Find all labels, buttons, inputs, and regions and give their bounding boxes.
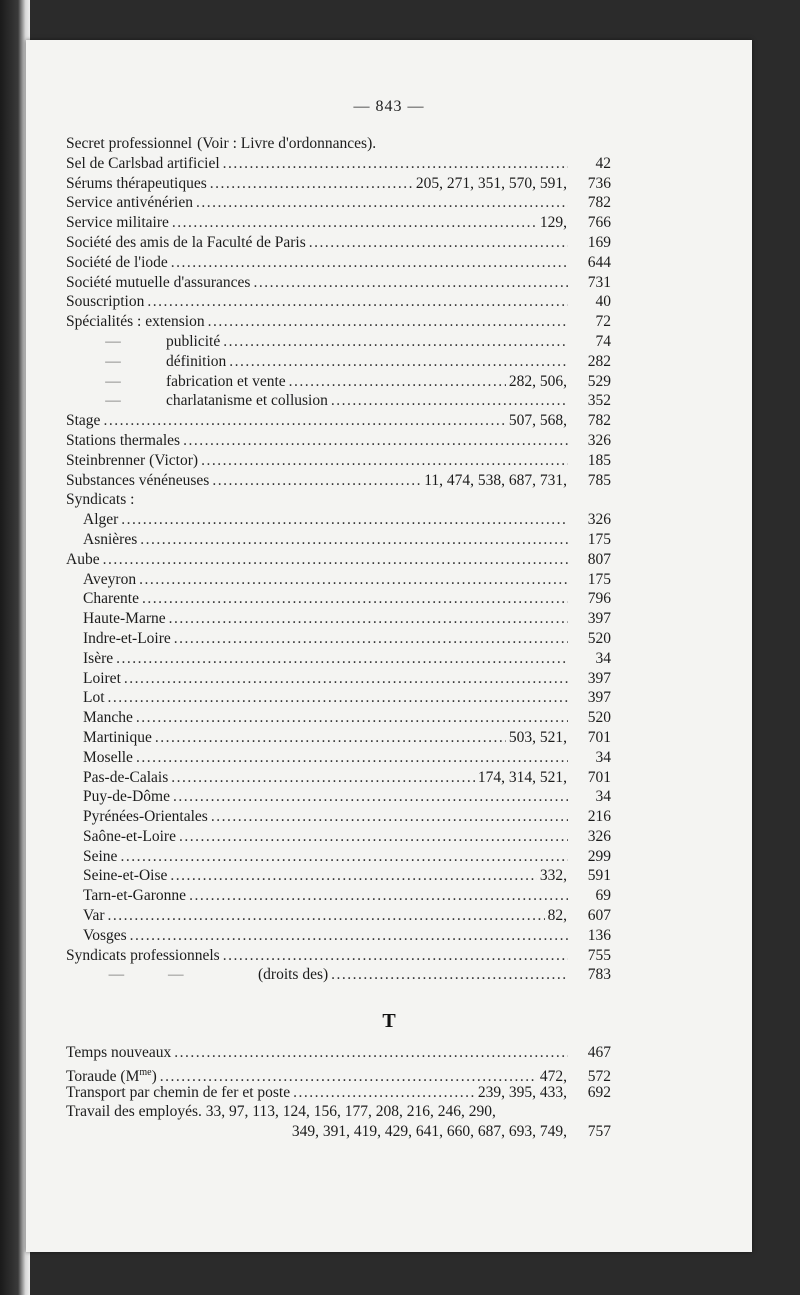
entry-label: publicité	[166, 332, 221, 350]
index-entry	[66, 273, 611, 293]
leader-dots	[189, 886, 568, 906]
entry-label: Temps nouveaux	[66, 1044, 172, 1061]
leader-dots	[116, 649, 568, 669]
page-ref-last: 785	[587, 471, 611, 489]
section-letter: T	[382, 1010, 396, 1032]
entry-label: Société mutuelle d'assurances	[66, 273, 251, 291]
page-ref-last: 74	[595, 332, 611, 350]
index-entry	[66, 451, 611, 471]
entry-label: charlatanisme et collusion	[166, 392, 328, 410]
leader-dots	[130, 926, 568, 946]
index-entry	[66, 1083, 611, 1103]
page-ref-last: 701	[587, 728, 611, 746]
page-ref-last: 42	[595, 154, 611, 172]
entry-label: Service antivénérien	[66, 194, 193, 212]
ditto-dash: —	[105, 392, 121, 410]
leader-dots	[212, 471, 421, 491]
page-ref-last: 692	[587, 1083, 611, 1101]
page-ref-last: 796	[587, 590, 611, 608]
ditto-dash: —	[105, 372, 121, 390]
index-entry	[66, 669, 611, 689]
index-entry	[66, 688, 611, 708]
entry-label: Isère	[83, 649, 114, 667]
index-entry	[66, 589, 611, 609]
leader-dots	[196, 193, 568, 213]
index-entry	[66, 768, 611, 788]
index-entry	[66, 946, 611, 966]
ditto-dashes: — —	[108, 966, 184, 984]
index-entry	[66, 847, 611, 867]
page-ref-last: 644	[587, 253, 611, 271]
entry-label: Secret professionnel	[66, 135, 193, 152]
entry-label: Martinique	[83, 728, 152, 746]
entry-label: Stations thermales	[66, 431, 181, 449]
page-refs: 503, 521,	[508, 728, 567, 746]
leader-dots	[223, 946, 568, 966]
entry-label: Sel de Carlsbad artificiel	[66, 154, 220, 172]
page-ref-last: 701	[587, 768, 611, 786]
entry-label: Manche	[83, 709, 133, 727]
leader-dots	[179, 827, 568, 847]
page-refs: 11, 474, 538, 687, 731,	[424, 471, 567, 489]
page-ref-last: 397	[587, 669, 611, 687]
page-ref-last: 326	[587, 431, 611, 449]
leader-dots	[124, 669, 568, 689]
entry-label: Seine	[83, 847, 118, 865]
entry-label: fabrication et vente	[166, 372, 286, 390]
index-page	[26, 40, 752, 1252]
ditto-dash: —	[105, 332, 121, 350]
index-entry	[66, 1063, 611, 1083]
index-entry	[66, 471, 611, 491]
leader-dots	[331, 391, 568, 411]
page-ref-last: 736	[587, 174, 611, 192]
index-entry	[66, 510, 611, 530]
index-entry	[66, 570, 611, 590]
leader-dots	[309, 233, 568, 253]
entry-label: (droits des)	[258, 966, 329, 984]
leader-dots	[211, 807, 568, 827]
index-entry	[66, 332, 611, 352]
index-entry	[66, 431, 611, 451]
page-ref-last: 731	[587, 273, 611, 291]
leader-dots	[201, 451, 568, 471]
entry-label: Sérums thérapeutiques	[66, 174, 207, 192]
page-refs: 472,	[539, 1067, 567, 1085]
index-entry	[66, 550, 611, 570]
entry-label: Loiret	[83, 669, 121, 687]
page-ref-last: 34	[595, 748, 611, 766]
entry-label: Tarn-et-Garonne	[83, 887, 187, 905]
entry-label: Souscription	[66, 293, 145, 311]
index-entry	[66, 193, 611, 213]
index-entry	[66, 748, 611, 768]
index-entry	[66, 233, 611, 253]
page-ref-last: 607	[587, 907, 611, 925]
page-ref-last: 520	[587, 709, 611, 727]
page-ref-last: 529	[587, 372, 611, 390]
entry-label: Lot	[83, 689, 105, 707]
index-entry	[66, 609, 611, 629]
index-entry	[66, 490, 611, 510]
page-ref-last: 136	[587, 926, 611, 944]
leader-dots	[289, 372, 506, 392]
index-entry	[66, 906, 611, 926]
leader-dots	[103, 550, 568, 570]
entry-label: Haute-Marne	[83, 610, 166, 628]
leader-dots	[139, 570, 568, 590]
entry-label: Asnières	[83, 530, 138, 548]
leader-dots	[140, 530, 568, 550]
index-entry	[66, 866, 611, 886]
index-entry	[66, 926, 611, 946]
page-ref-last: 467	[587, 1044, 611, 1061]
index-entries-top	[66, 134, 611, 985]
page-ref-last: 185	[587, 451, 611, 469]
page-ref-last: 591	[587, 867, 611, 885]
page-ref-last: 40	[595, 293, 611, 311]
entry-label: Vosges	[83, 926, 127, 944]
page-number: — 843 —	[353, 98, 425, 115]
page-ref-last: 397	[587, 610, 611, 628]
page-ref-last: 326	[587, 511, 611, 529]
leader-dots	[229, 352, 568, 372]
leader-dots	[223, 154, 568, 174]
index-entry	[66, 411, 611, 431]
entry-label: Syndicats professionnels	[66, 946, 220, 964]
index-entry	[66, 1043, 611, 1063]
page-ref-last: 782	[587, 412, 611, 430]
index-entries-bottom	[66, 1043, 611, 1142]
entry-label: Travail des employés. 33, 97, 113, 124, 156, 177, 208, 216, 246, 290,	[66, 1103, 496, 1121]
leader-dots	[136, 708, 568, 728]
index-entry	[66, 312, 611, 332]
entry-label: Société de l'iode	[66, 253, 168, 271]
leader-dots	[171, 253, 568, 273]
leader-dots	[208, 312, 568, 332]
page-refs: 129,	[539, 214, 567, 232]
entry-label: Pyrénées-Orientales	[83, 808, 208, 826]
page-refs: 239, 395, 433,	[477, 1083, 567, 1101]
index-entry	[66, 629, 611, 649]
leader-dots	[223, 332, 568, 352]
leader-dots	[142, 589, 568, 609]
page-ref-last: 572	[587, 1067, 611, 1085]
entry-label: Seine-et-Oise	[83, 867, 168, 885]
leader-dots	[331, 965, 568, 985]
page-refs: 174, 314, 521,	[477, 768, 567, 786]
index-entry	[66, 787, 611, 807]
index-entry	[66, 213, 611, 233]
leader-dots	[136, 748, 568, 768]
page-ref-last: 72	[595, 313, 611, 331]
leader-dots	[172, 213, 537, 233]
index-entry	[66, 807, 611, 827]
index-entry	[66, 649, 611, 669]
entry-label: Syndicats :	[66, 491, 135, 509]
index-entry	[66, 1102, 611, 1122]
page-ref-last: 782	[587, 194, 611, 212]
page-ref-last: 175	[587, 570, 611, 588]
page-ref-last: 757	[587, 1123, 611, 1141]
ditto-dash: —	[105, 352, 121, 370]
index-entry	[66, 391, 611, 411]
entry-label: Aube	[66, 550, 100, 568]
leader-dots	[293, 1083, 475, 1103]
page-ref-last: 326	[587, 827, 611, 845]
entry-label: Pas-de-Calais	[83, 768, 169, 786]
entry-label: Alger	[83, 511, 119, 529]
leader-dots	[108, 906, 545, 926]
entry-continuation: 349, 391, 419, 429, 641, 660, 687, 693, 749,	[291, 1123, 567, 1141]
leader-dots	[253, 273, 568, 293]
page-ref-last: 216	[587, 808, 611, 826]
page-ref-last: 299	[587, 847, 611, 865]
entry-label: Var	[83, 907, 105, 925]
leader-dots	[103, 411, 505, 431]
index-entry	[66, 708, 611, 728]
page-ref-last: 352	[587, 392, 611, 410]
leader-dots	[174, 1043, 568, 1063]
leader-dots	[170, 866, 537, 886]
page-ref-last: 755	[587, 946, 611, 964]
entry-label: Steinbrenner (Victor)	[66, 451, 199, 469]
index-entry	[66, 134, 611, 154]
index-entry	[66, 827, 611, 847]
leader-dots	[174, 629, 568, 649]
index-entry	[66, 530, 611, 550]
page-ref-last: 783	[587, 966, 611, 984]
leader-dots	[171, 768, 475, 788]
entry-label: Substances vénéneuses	[66, 471, 210, 489]
index-entry	[66, 965, 611, 985]
entry-label: Transport par chemin de fer et poste	[66, 1083, 291, 1101]
leader-dots	[210, 174, 413, 194]
page-ref-last: 520	[587, 629, 611, 647]
entry-label: Saône-et-Loire	[83, 827, 176, 845]
index-entry	[66, 372, 611, 392]
index-entry	[66, 154, 611, 174]
page-ref-last: 34	[595, 788, 611, 806]
page-ref-last: 34	[595, 649, 611, 667]
index-entry	[66, 292, 611, 312]
leader-dots	[108, 688, 568, 708]
entry-label: Moselle	[83, 748, 133, 766]
entry-label: Charente	[83, 590, 139, 608]
index-entry	[66, 352, 611, 372]
leader-dots	[173, 787, 568, 807]
page-refs: 282, 506,	[508, 372, 567, 390]
entry-note: (Voir : Livre d'ordonnances).	[197, 135, 377, 152]
page-ref-last: 169	[587, 233, 611, 251]
page-ref-last: 69	[595, 887, 611, 905]
page-ref-last: 175	[587, 530, 611, 548]
leader-dots	[121, 510, 568, 530]
entry-label: définition	[166, 352, 227, 370]
entry-label: Aveyron	[83, 570, 137, 588]
page-ref-last: 397	[587, 689, 611, 707]
index-entry	[66, 174, 611, 194]
index-entry	[66, 728, 611, 748]
page-refs: 507, 568,	[508, 412, 567, 430]
index-entry	[66, 253, 611, 273]
entry-label: Service militaire	[66, 214, 169, 232]
entry-label: Toraude $(M^{me})$	[66, 1066, 157, 1085]
entry-label: Spécialités : extension	[66, 313, 205, 331]
leader-dots	[147, 292, 568, 312]
page-ref-last: 766	[587, 214, 611, 232]
index-entry	[66, 886, 611, 906]
entry-label: Stage	[66, 412, 101, 430]
page-refs: 332,	[539, 867, 567, 885]
index-entry	[66, 1122, 611, 1142]
leader-dots	[169, 609, 568, 629]
page-ref-last: 282	[587, 352, 611, 370]
page-refs: 205, 271, 351, 570, 591,	[415, 174, 567, 192]
leader-dots	[155, 728, 506, 748]
page-refs: 82,	[547, 907, 567, 925]
entry-label: Société des amis de la Faculté de Paris	[66, 233, 306, 251]
entry-label: Puy-de-Dôme	[83, 788, 170, 806]
superscript: me	[139, 1066, 152, 1078]
entry-label: Indre-et-Loire	[83, 629, 171, 647]
page-ref-last: 807	[587, 550, 611, 568]
leader-dots	[183, 431, 568, 451]
leader-dots	[120, 847, 568, 867]
